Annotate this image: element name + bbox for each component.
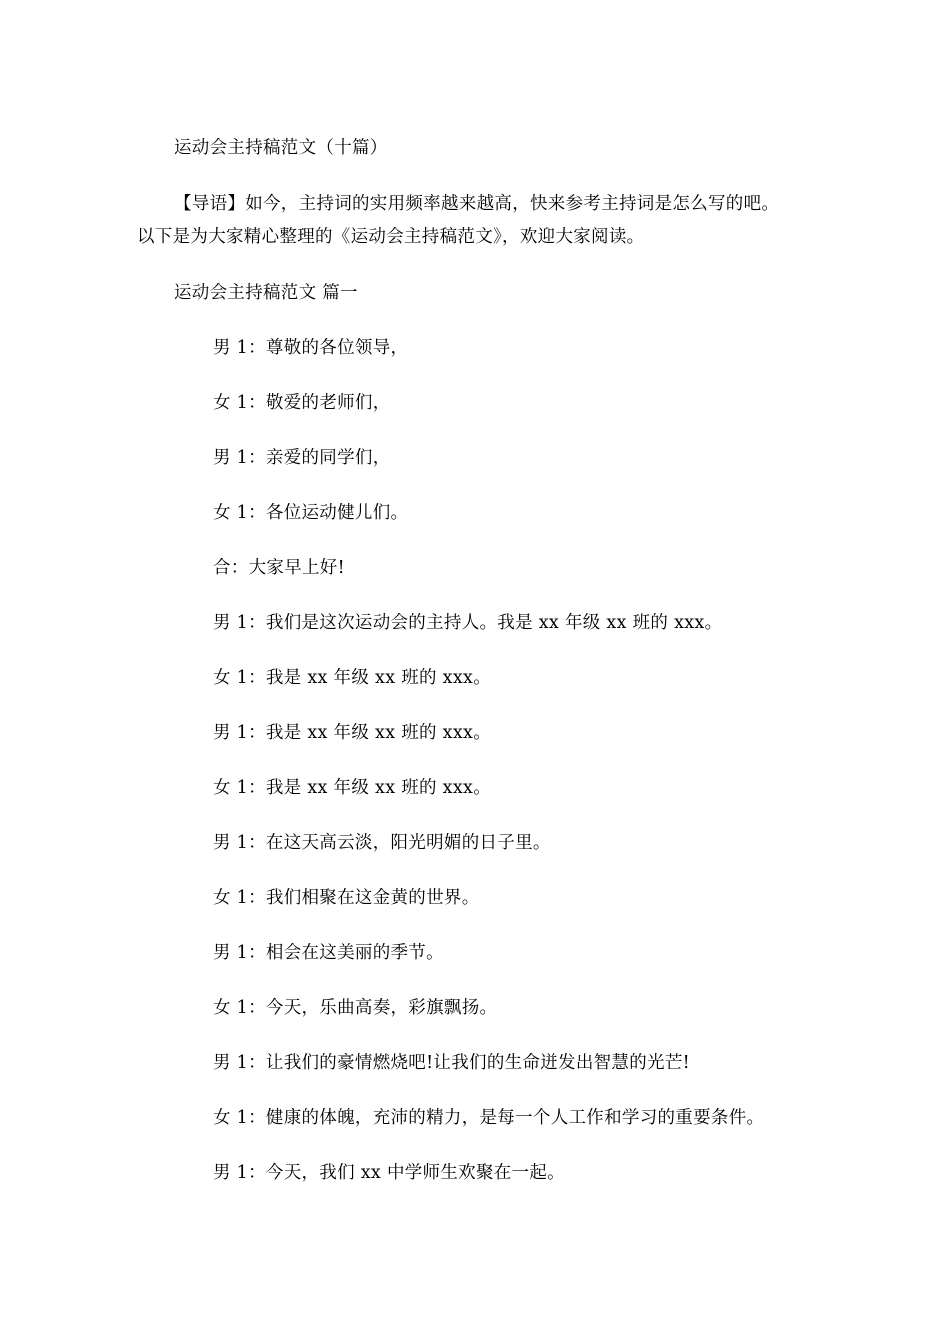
dialogue-line: 男 1：今天，我们 xx 中学师生欢聚在一起。 bbox=[213, 1163, 565, 1183]
dialogue-line: 女 1：健康的体魄，充沛的精力，是每一个人工作和学习的重要条件。 bbox=[213, 1108, 765, 1128]
dialogue-line: 男 1：在这天高云淡，阳光明媚的日子里。 bbox=[213, 833, 551, 853]
dialogue-line: 男 1：我们是这次运动会的主持人。我是 xx 年级 xx 班的 xxx。 bbox=[213, 613, 723, 633]
dialogue-line: 女 1：我是 xx 年级 xx 班的 xxx。 bbox=[213, 778, 491, 798]
dialogue-line: 男 1：亲爱的同学们， bbox=[213, 448, 391, 468]
dialogue-line: 女 1：今天，乐曲高奏，彩旗飘扬。 bbox=[213, 998, 498, 1018]
intro-line-1: 【导语】如今，主持词的实用频率越来越高，快来参考主持词是怎么写的吧。 bbox=[174, 194, 780, 214]
dialogue-line: 男 1：相会在这美丽的季节。 bbox=[213, 943, 444, 963]
document-title: 运动会主持稿范文（十篇） bbox=[174, 138, 388, 158]
dialogue-line: 男 1：尊敬的各位领导， bbox=[213, 338, 409, 358]
dialogue-line: 女 1：我们相聚在这金黄的世界。 bbox=[213, 888, 480, 908]
dialogue-line: 女 1：各位运动健儿们。 bbox=[213, 503, 409, 523]
dialogue-line: 男 1：让我们的豪情燃烧吧!让我们的生命迸发出智慧的光芒! bbox=[213, 1053, 690, 1073]
dialogue-line: 合：大家早上好! bbox=[213, 558, 345, 578]
dialogue-line: 男 1：我是 xx 年级 xx 班的 xxx。 bbox=[213, 723, 491, 743]
intro-line-2: 以下是为大家精心整理的《运动会主持稿范文》，欢迎大家阅读。 bbox=[137, 227, 645, 247]
section-heading: 运动会主持稿范文 篇一 bbox=[174, 283, 358, 303]
dialogue-line: 女 1：敬爱的老师们， bbox=[213, 393, 391, 413]
dialogue-line: 女 1：我是 xx 年级 xx 班的 xxx。 bbox=[213, 668, 491, 688]
